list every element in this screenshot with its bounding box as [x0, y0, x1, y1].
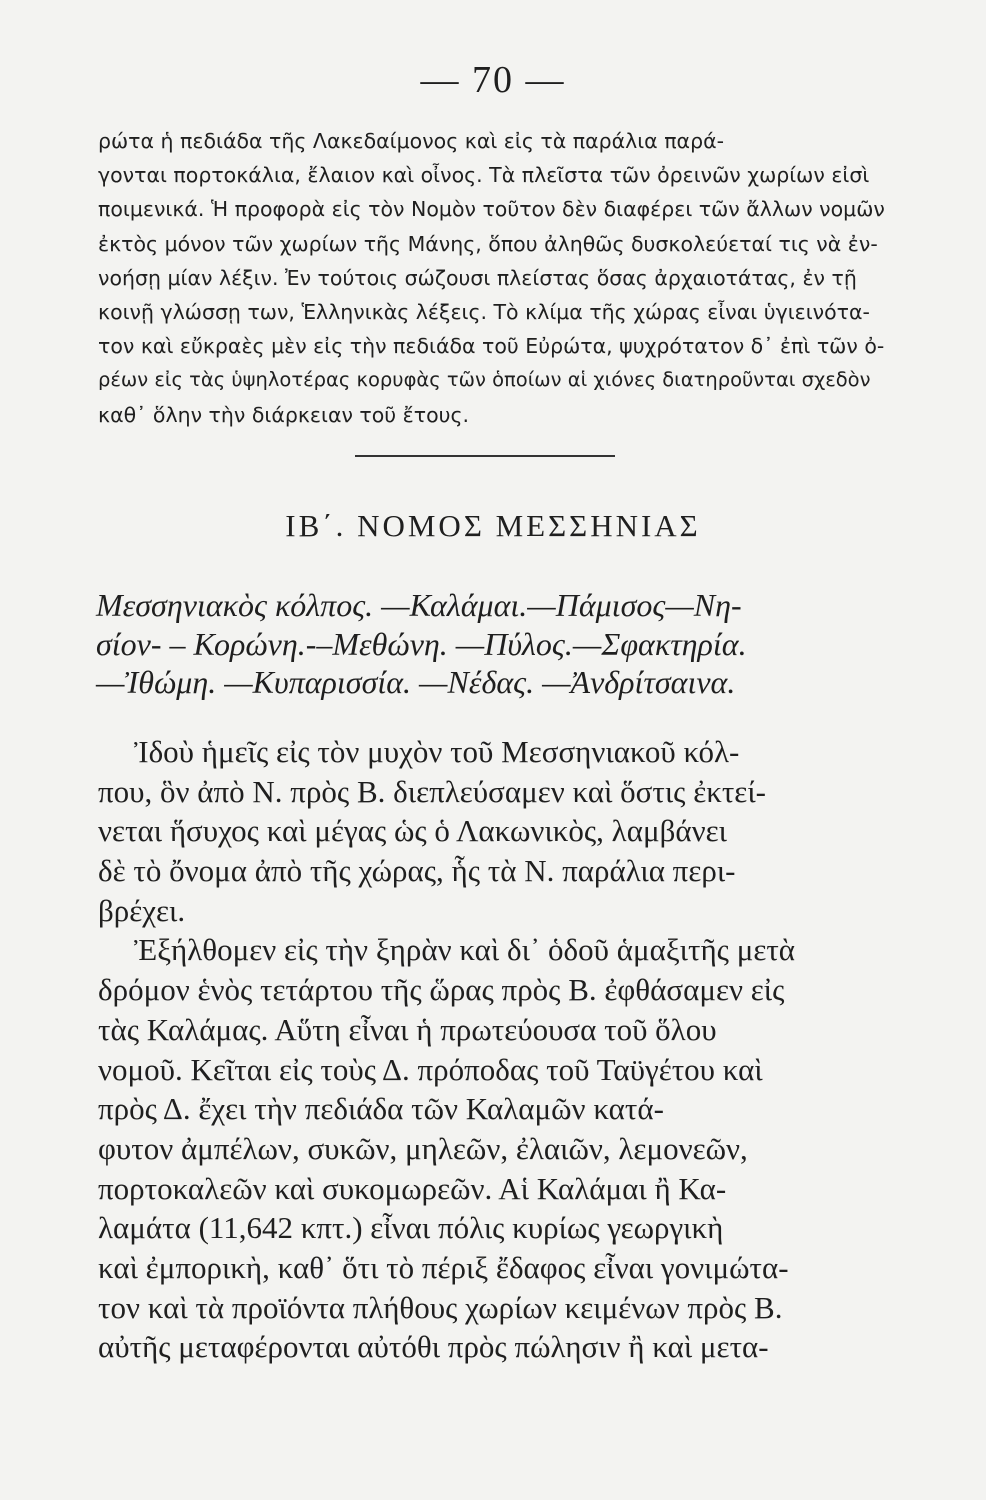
- text-line: ρέων εἰς τὰς ὑψηλοτέρας κορυφὰς τῶν ὁποίων αἱ χιόνες διατηροῦνται σχεδὸν: [98, 368, 871, 392]
- text-line: γονται πορτοκάλια, ἔλαιον καὶ οἶνος. Τὰ πλεῖστα τῶν ὀρεινῶν χωρίων εἰσὶ: [98, 163, 870, 188]
- text-line: βρέχει.: [98, 892, 186, 928]
- text-line: Ἐξήλθομεν εἰς τὴν ξηρὰν καὶ δι᾽ ὁδοῦ ἁμαξιτῆς μετὰ: [134, 932, 796, 968]
- text-line: πρὸς Δ. ἔχει τὴν πεδιάδα τῶν Καλαμῶν κατά-: [98, 1091, 664, 1127]
- text-line: λαμάτα (11,642 κπτ.) εἶναι πόλις κυρίως γεωργικὴ: [98, 1210, 724, 1246]
- text-line: ρώτα ἡ πεδιάδα τῆς Λακεδαίμονος καὶ εἰς τὰ παράλια παρά-: [98, 129, 724, 153]
- text-line: νεται ἥσυχος καὶ μέγας ὡς ὁ Λακωνικὸς, λαμβάνει: [98, 813, 727, 849]
- text-line: που, ὃν ἀπὸ Ν. πρὸς Β. διεπλεύσαμεν καὶ ὅστις ἐκτεί-: [98, 773, 766, 809]
- text-line: νοήσῃ μίαν λέξιν. Ἐν τούτοις σώζουσι πλείστας ὅσας ἀρχαιοτάτας, ἐν τῇ: [98, 265, 857, 290]
- paragraph-messenia: [98, 732, 898, 1367]
- summary-line: —Ἰθώμη. —Κυπαρισσία. —Νέδας. —Ἀνδρίτσαινα.: [96, 664, 736, 700]
- text-line: τον καὶ τὰ προϊόντα πλήθους χωρίων κειμένων πρὸς Β.: [98, 1289, 783, 1325]
- paragraph-laconia-end: [98, 124, 888, 432]
- text-line: τὰς Καλάμας. Αὕτη εἶναι ἡ πρωτεύουσα τοῦ ὅλου: [98, 1011, 717, 1047]
- text-line: πορτοκαλεῶν καὶ συκομωρεῶν. Αἱ Καλάμαι ἢ Κα-: [98, 1170, 727, 1206]
- text-line: τον καὶ εὔκραὲς μὲν εἰς τὴν πεδιάδα τοῦ Εὐρώτα, ψυχρότατον δ᾽ ἐπὶ τῶν ὀ-: [98, 334, 885, 359]
- summary-line: σίον- – Κορώνη.-–Μεθώνη. —Πύλος.—Σφακτηρία.: [96, 625, 747, 662]
- section-divider: [355, 455, 615, 457]
- text-line: κοινῇ γλώσσῃ των, Ἑλληνικὰς λέξεις. Τὸ κλίμα τῆς χώρας εἶναι ὑγιεινότα-: [98, 299, 870, 324]
- text-line: αὐτῆς μεταφέρονται αὐτόθι πρὸς πώλησιν ἢ καὶ μετα-: [98, 1329, 769, 1365]
- text-line: φυτον ἀμπέλων, συκῶν, μηλεῶν, ἐλαιῶν, λεμονεῶν,: [98, 1130, 748, 1166]
- chapter-title: ΙΒ΄. ΝΟΜΟΣ ΜΕΣΣΗΝΙΑΣ: [285, 508, 701, 543]
- summary-line: Μεσσηνιακὸς κόλπος. —Καλάμαι.—Πάμισος—Νη-: [96, 587, 742, 623]
- text-line: καθ᾽ ὅλην τὴν διάρκειαν τοῦ ἔτους.: [98, 402, 470, 427]
- text-line: δὲ τὸ ὄνομα ἀπὸ τῆς χώρας, ἧς τὰ Ν. παράλια περι-: [98, 853, 736, 889]
- text-line: νομοῦ. Κεῖται εἰς τοὺς Δ. πρόποδας τοῦ Ταϋγέτου καὶ: [98, 1051, 763, 1087]
- text-line: Ἰδοὺ ἡμεῖς εἰς τὸν μυχὸν τοῦ Μεσσηνιακοῦ κόλ-: [134, 734, 740, 769]
- chapter-summary: [96, 586, 896, 702]
- text-line: ἐκτὸς μόνον τῶν χωρίων τῆς Μάνης, ὅπου ἀληθῶς δυσκολεύεταί τις νὰ ἐν-: [98, 231, 878, 256]
- text-line: ποιμενικά. Ἡ προφορὰ εἰς τὸν Νομὸν τοῦτον δὲν διαφέρει τῶν ἄλλων νομῶν: [98, 197, 885, 222]
- page-number: — 70 —: [420, 59, 566, 101]
- text-line: δρόμον ἑνὸς τετάρτου τῆς ὥρας πρὸς Β. ἐφθάσαμεν εἰς: [98, 972, 785, 1008]
- text-line: καὶ ἐμπορικὴ, καθ᾽ ὅτι τὸ πέριξ ἔδαφος εἶναι γονιμώτα-: [98, 1249, 789, 1285]
